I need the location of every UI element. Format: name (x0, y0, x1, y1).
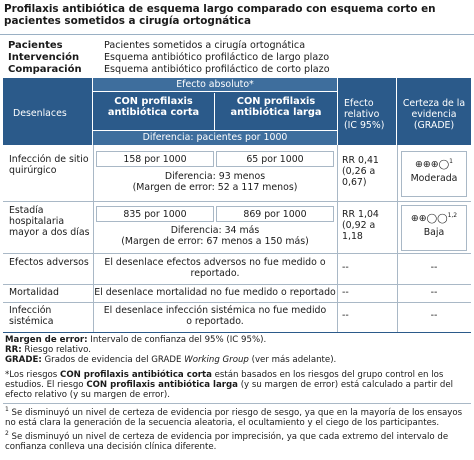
certainty-symbols: ⊕⊕◯◯ (410, 213, 448, 224)
footnote-bold: CON profilaxis antibiótica larga (86, 380, 238, 390)
long-risk-value: 65 por 1000 (216, 151, 334, 167)
legend-value: Intervalo de confianza del 95% (IC 95%). (87, 335, 267, 345)
margin-value: (Margen de error: 52 a 117 menos) (132, 182, 298, 193)
pico-patients (4, 40, 470, 52)
row-divider (3, 253, 471, 254)
short-regimen-header: CON profilaxis antibiótica corta (93, 93, 215, 131)
long-regimen-header: CON profilaxis antibiótica larga (215, 93, 337, 131)
certainty-value: -- (430, 262, 438, 273)
title-divider (0, 34, 474, 35)
not-reported-note: El desenlace efectos adversos no fue medido o reportado. (104, 257, 326, 279)
outcome-label: Efectos adversos (9, 257, 89, 268)
certainty-label: Moderada (410, 173, 458, 184)
legend-rr (5, 345, 469, 355)
outcome-label: Infección sistémica (9, 305, 54, 327)
footnote-marker: 1,2 (447, 211, 458, 219)
footnote-text: *Los riesgos (5, 370, 61, 380)
outcomes-header (3, 78, 93, 145)
column-divider (93, 145, 94, 332)
pico-key: Comparación (8, 64, 82, 75)
outcome-label: Estadía hospitalaria mayor a dos días (9, 205, 90, 238)
row-divider (3, 302, 471, 303)
pico-key: Pacientes (8, 40, 63, 51)
relative-effect-value: RR 1,04 (0,92 a 1,18 (342, 209, 379, 242)
long-risk-value: 869 por 1000 (216, 206, 334, 222)
footnote-2 (5, 432, 469, 452)
pico-value: Esquema antibiótico profiláctico de corto plazo (104, 64, 330, 75)
certainty-cell (401, 205, 467, 251)
footnote-text: (y su margen de error) está calculado a partir del efecto relativo (y su margen de error). (5, 380, 454, 400)
legend-tail: (ver más adelante). (248, 355, 337, 365)
legend-key: RR: (5, 345, 22, 355)
footnote-1 (5, 408, 469, 428)
footnote-text: Se disminuyó un nivel de certeza de evidencia por imprecisión, ya que cada extremo del intervalo de confianza conlleva una decisión clínica diferente. (5, 432, 449, 452)
legend-value: Riesgo relativo. (21, 345, 91, 355)
footnote-text: Se disminuyó un nivel de certeza de evidencia por riesgo de sesgo, ya que en la mayoría de los ensayos no está clara la generación de la secuencia aleatoria, el ocultamiento y el ciego de los participantes. (5, 408, 463, 428)
not-reported-note: El desenlace infección sistémica no fue medido o reportado. (103, 305, 327, 327)
column-divider (337, 145, 338, 332)
table-title: Profilaxis antibiótica de esquema largo comparado con esquema corto en pacientes sometidos a cirugía ortognática (4, 3, 436, 27)
relative-effect-header: Efecto relativo (IC 95%) (337, 78, 397, 145)
certainty-value: -- (430, 287, 438, 298)
certainty-header: Certeza de la evidencia (GRADE) (402, 98, 466, 131)
row-divider (3, 201, 471, 202)
not-reported-note: El desenlace mortalidad no fue medido o reportado (94, 287, 336, 298)
legend-grade (5, 355, 469, 365)
certainty-symbols: ⊕⊕⊕◯ (415, 159, 450, 170)
footnote-number: 1 (5, 406, 9, 414)
pico-value: Pacientes sometidos a cirugía ortognática (104, 40, 306, 51)
footnote-star (5, 370, 469, 400)
pico-key: Intervención (8, 52, 80, 63)
pico-intervention (4, 52, 470, 64)
outcomes-label: Desenlaces (13, 108, 67, 119)
certainty-value: -- (430, 310, 438, 321)
footnote-divider (3, 403, 471, 404)
relative-effect-value: RR 0,41 (0,26 a 0,67) (342, 155, 379, 188)
difference-header: Diferencia: pacientes por 1000 (93, 131, 337, 145)
legend-key: GRADE: (5, 355, 42, 365)
footnote-bold: CON profilaxis antibiótica corta (60, 370, 212, 380)
certainty-label: Baja (423, 227, 445, 238)
relative-effect-value: -- (342, 287, 349, 298)
pico-value: Esquema antibiótico profiláctico de largo plazo (104, 52, 330, 63)
column-divider (397, 145, 398, 332)
difference-value: Diferencia: 34 más (170, 225, 260, 236)
legend-key: Margen de error: (5, 335, 88, 345)
legend-value: Grados de evidencia del GRADE (41, 355, 185, 365)
short-risk-value: 158 por 1000 (96, 151, 214, 167)
outcome-label: Mortalidad (9, 287, 59, 298)
footnote-marker: 1 (449, 157, 453, 165)
legend-italic: Working Group (184, 355, 249, 365)
margin-value: (Margen de error: 67 menos a 150 más) (121, 236, 309, 247)
absolute-effect-label: Efecto absoluto* (176, 79, 254, 90)
short-risk-value: 835 por 1000 (96, 206, 214, 222)
relative-effect-value: -- (342, 310, 349, 321)
row-divider (3, 284, 471, 285)
absolute-effect-header (93, 78, 337, 92)
legend-margin (5, 335, 469, 345)
footnote-text: están basados en los riesgos del grupo control en los estudios. El riesgo (5, 370, 444, 390)
relative-effect-value: -- (342, 262, 349, 273)
difference-value: Diferencia: 93 menos (164, 171, 266, 182)
pico-comparison (4, 64, 470, 76)
certainty-cell (401, 151, 467, 197)
footnote-number: 2 (5, 430, 9, 438)
outcome-label: Infección de sitio quirúrgico (9, 154, 89, 176)
table-bottom-rule (3, 332, 471, 333)
